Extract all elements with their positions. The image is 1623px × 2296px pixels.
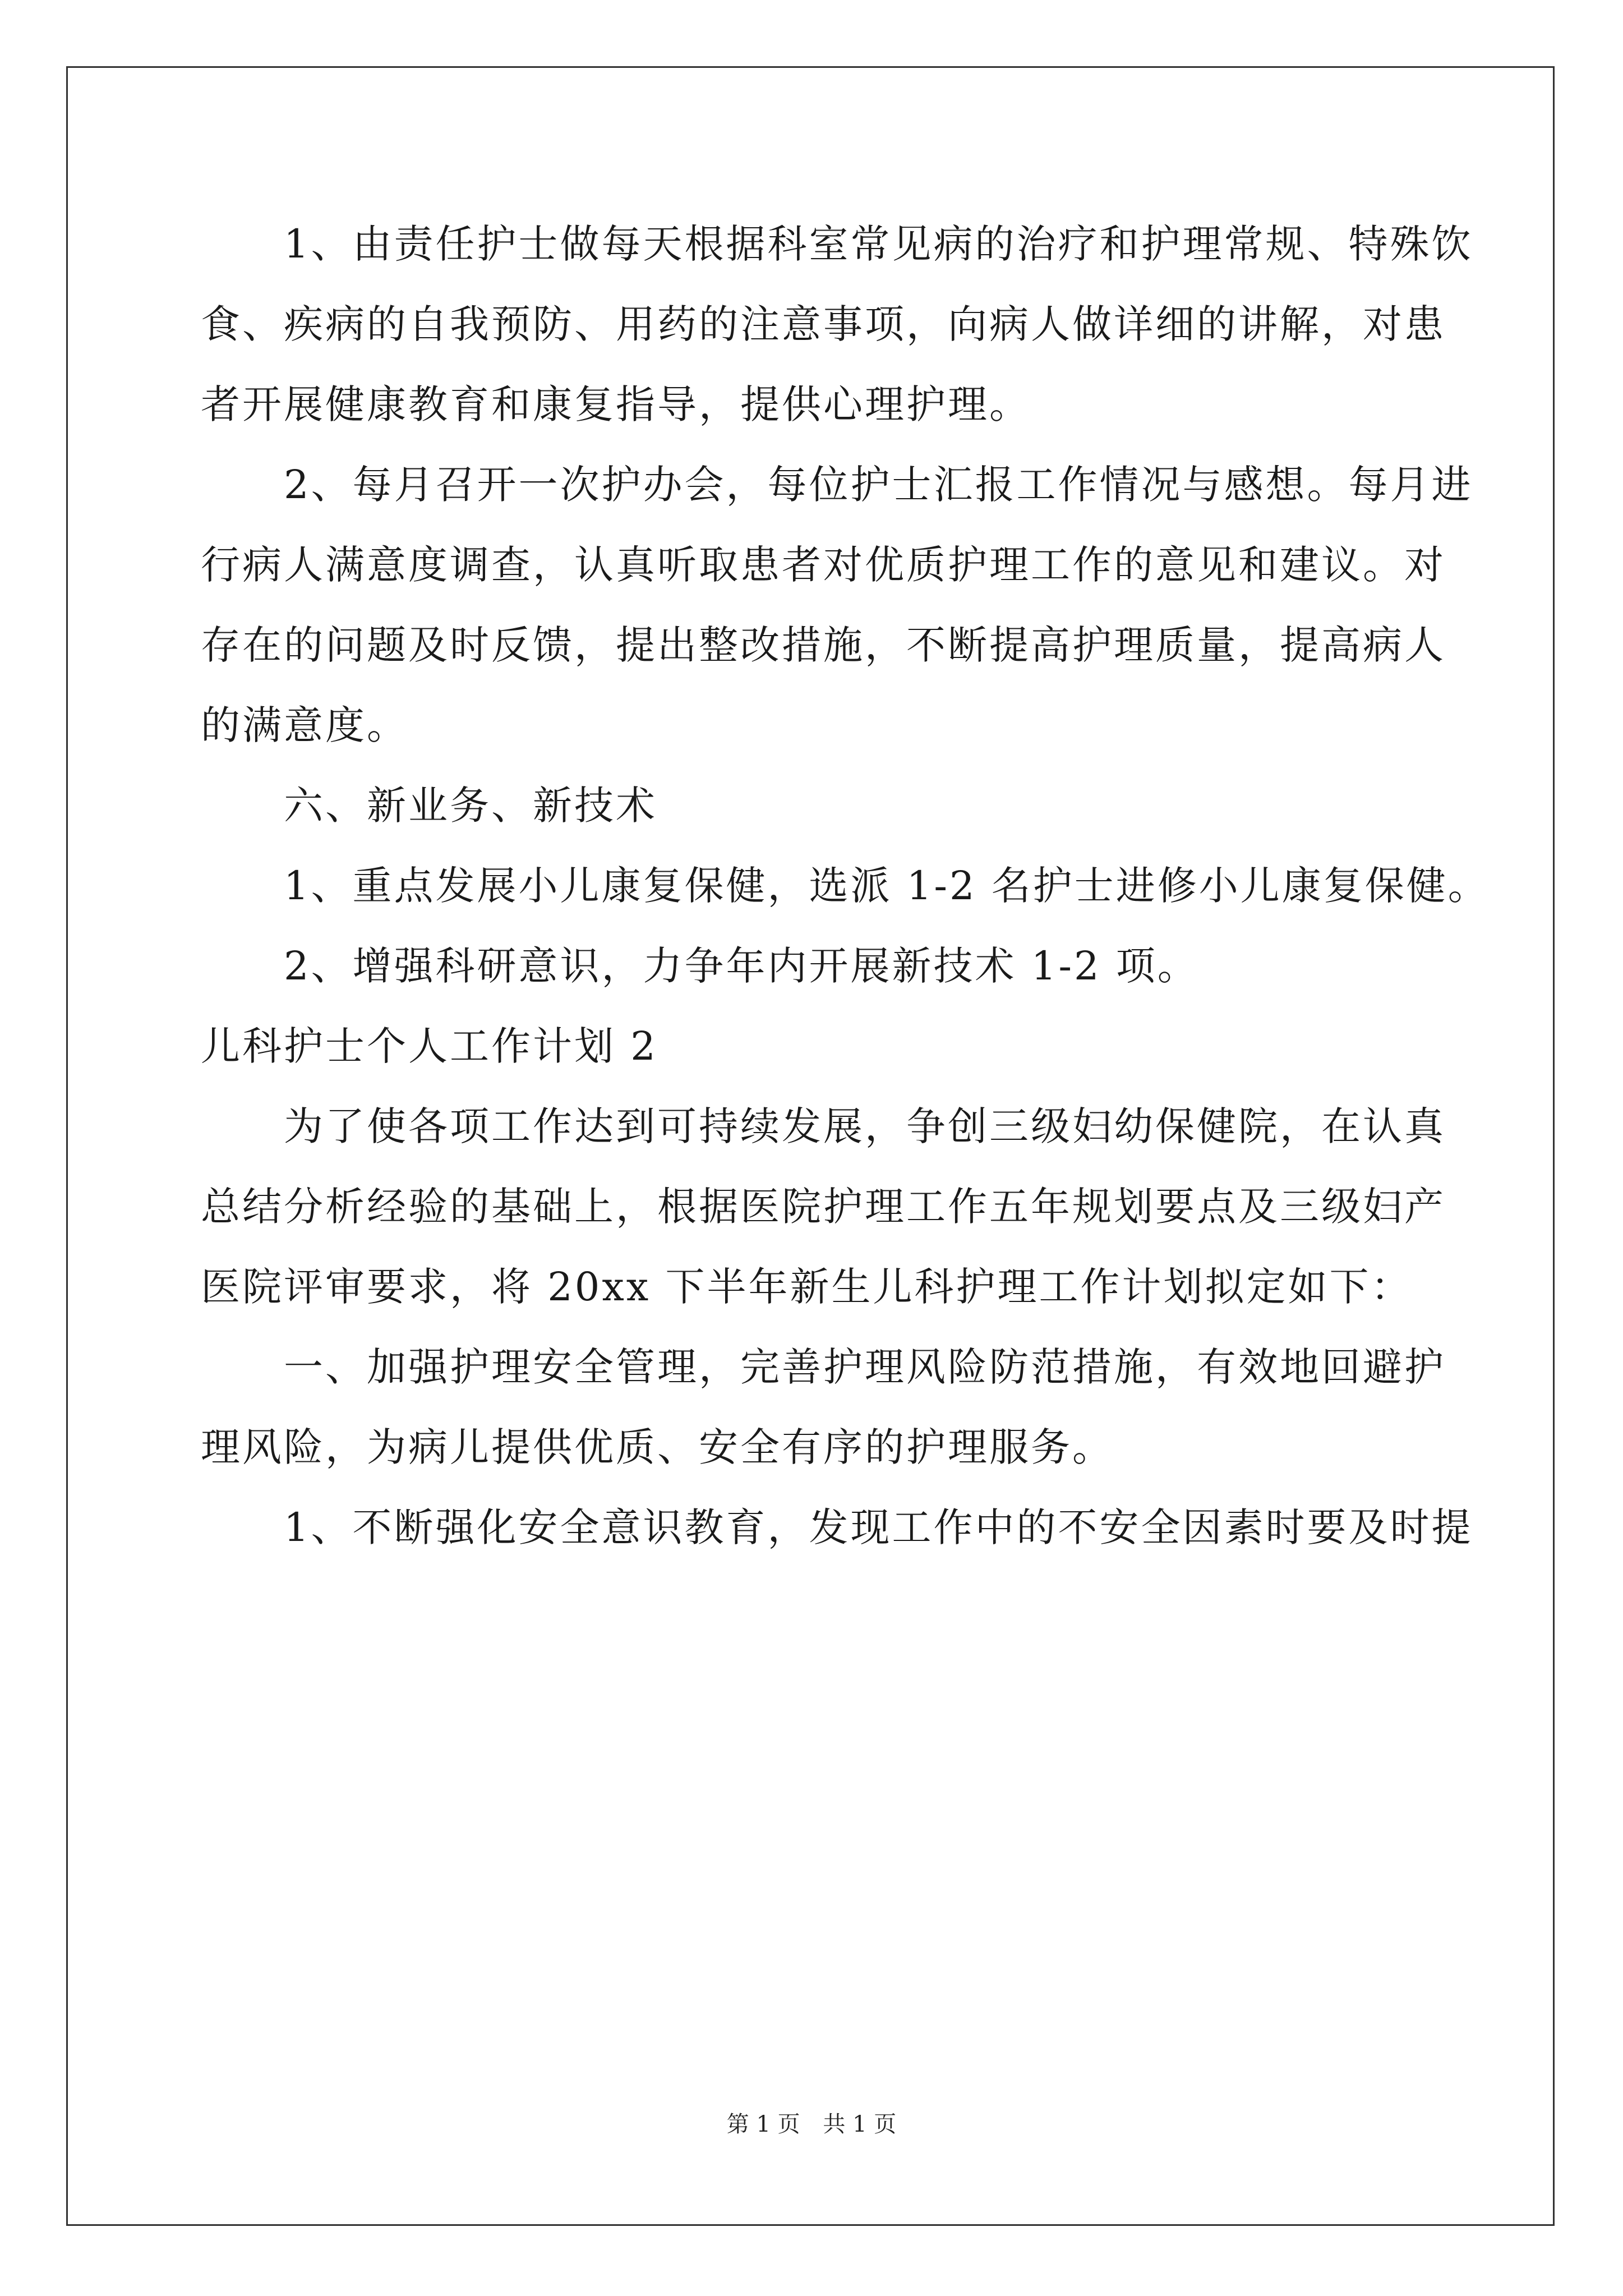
text-line: 总结分析经验的基础上，根据医院护理工作五年规划要点及三级妇产: [201, 1184, 1446, 1230]
text-line: 理风险，为病儿提供优质、安全有序的护理服务。: [201, 1424, 1114, 1470]
text-line: 医院评审要求，将 20xx 下半年新生儿科护理工作计划拟定如下：: [201, 1264, 1413, 1310]
text-line: 2、增强科研意识，力争年内开展新技术 1-2 项。: [201, 943, 1199, 989]
text-line: 的满意度。: [201, 702, 408, 748]
text-line: 存在的问题及时反馈，提出整改措施，不断提高护理质量，提高病人: [201, 622, 1446, 668]
text-line: 1、重点发展小儿康复保健，选派 1-2 名护士进修小儿康复保健。: [201, 863, 1490, 909]
section-heading: 六、新业务、新技术: [201, 783, 657, 829]
text-line: 一、加强护理安全管理，完善护理风险防范措施，有效地回避护: [201, 1344, 1446, 1390]
text-line: 食、疾病的自我预防、用药的注意事项，向病人做详细的讲解，对患: [201, 301, 1446, 347]
text-line: 行病人满意度调查，认真听取患者对优质护理工作的意见和建议。对: [201, 542, 1446, 588]
text-line: 2、每月召开一次护办会，每位护士汇报工作情况与感想。每月进: [201, 462, 1473, 508]
page-footer: [0, 2106, 1623, 2138]
text-line: 者开展健康教育和康复指导，提供心理护理。: [201, 381, 1031, 427]
text-line: 为了使各项工作达到可持续发展，争创三级妇幼保健院，在认真: [201, 1103, 1446, 1149]
text-line: 1、由责任护士做每天根据科室常见病的治疗和护理常规、特殊饮: [201, 221, 1473, 267]
text-line: 1、不断强化安全意识教育，发现工作中的不安全因素时要及时提: [201, 1504, 1473, 1550]
page-total: 共 1 页: [823, 2111, 897, 2137]
document-title: 儿科护士个人工作计划 2: [201, 1023, 658, 1069]
page-number: 第 1 页: [726, 2111, 800, 2137]
